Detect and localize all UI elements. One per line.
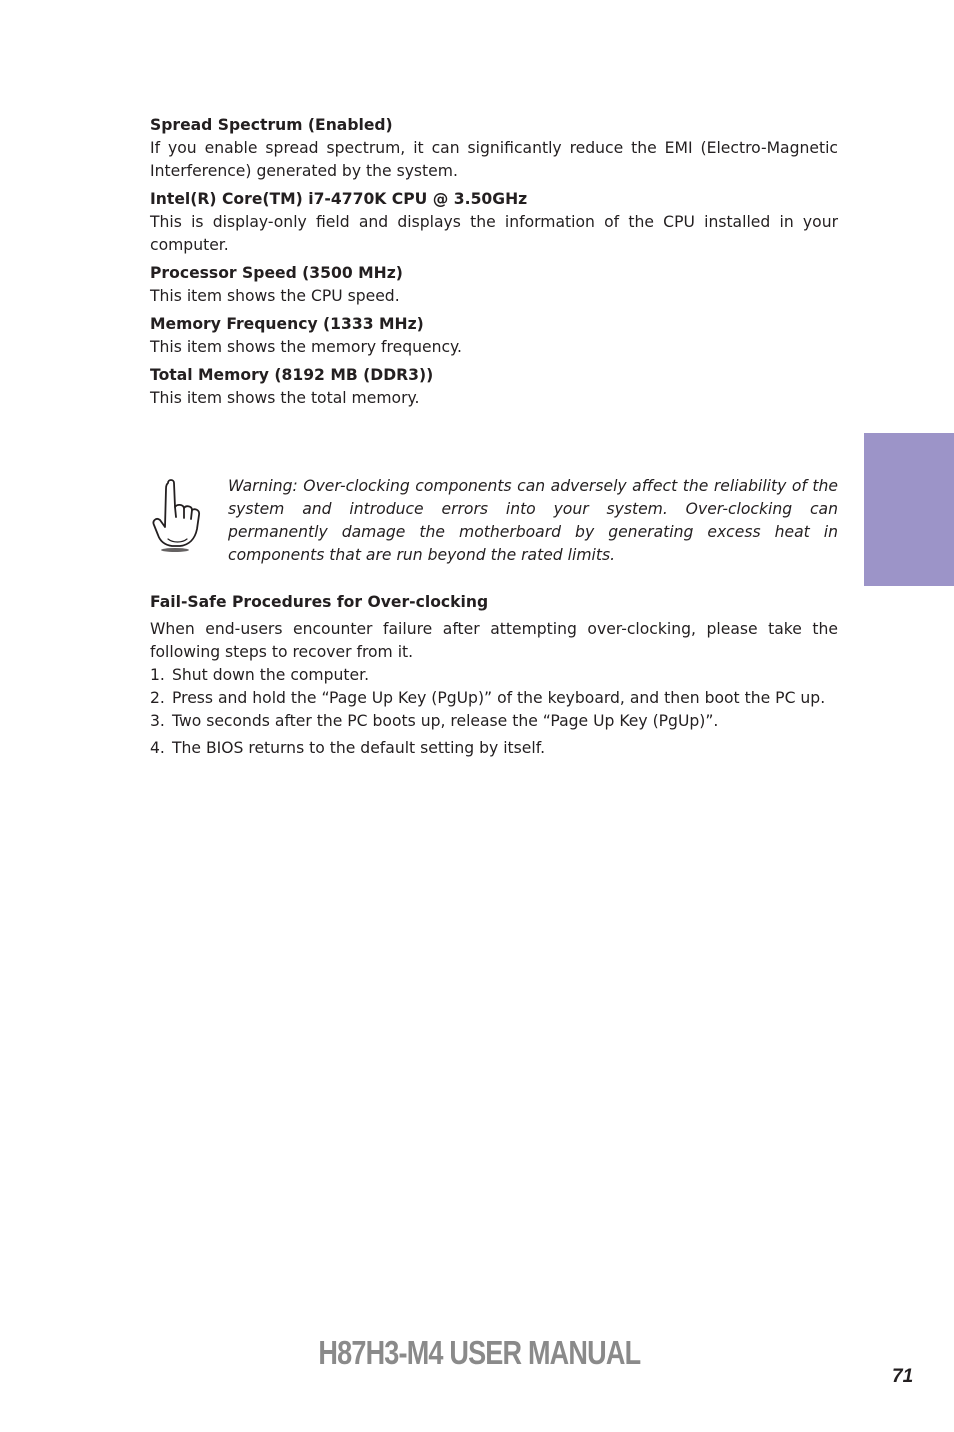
item-description: If you enable spread spectrum, it can significantly reduce the EMI (Electro-Magnetic Interference) generated by the system. (150, 139, 838, 180)
item-title: Total Memory (8192 MB (DDR3)) (150, 366, 434, 384)
item-description: This is display-only field and displays the information of the CPU installed in your computer. (150, 213, 838, 254)
step-text: Shut down the computer. (172, 666, 370, 684)
manual-title: H87H3-M4 USER MANUAL (318, 1334, 641, 1371)
list-item (150, 710, 838, 733)
step-number: 3. (150, 712, 165, 730)
bios-item (150, 114, 838, 183)
list-item (150, 737, 838, 760)
bios-item (150, 262, 838, 308)
list-item (150, 664, 838, 687)
pointing-hand-icon (146, 477, 206, 553)
step-text: Two seconds after the PC boots up, release the “Page Up Key (PgUp)”. (172, 712, 719, 730)
item-title: Spread Spectrum (Enabled) (150, 116, 393, 134)
bios-item (150, 364, 838, 410)
item-title: Intel(R) Core(TM) i7-4770K CPU @ 3.50GHz (150, 190, 528, 208)
bios-item-list (150, 114, 838, 415)
step-text: The BIOS returns to the default setting by itself. (172, 739, 546, 757)
step-number: 4. (150, 739, 165, 757)
warning-note (150, 475, 838, 567)
item-description: This item shows the memory frequency. (150, 338, 462, 356)
warning-text: Warning: Over-clocking components can adversely affect the reliability of the system and introduce errors into your system. Over-clocking can permanently damage the motherboard by generating excess heat in components that are run beyond the rated limits. (228, 477, 838, 564)
failsafe-section (150, 591, 838, 760)
section-heading: Fail-Safe Procedures for Over-clocking (150, 593, 489, 611)
step-number: 2. (150, 689, 165, 707)
list-item (150, 687, 838, 710)
item-description: This item shows the total memory. (150, 389, 420, 407)
section-intro: When end-users encounter failure after attempting over-clocking, please take the following steps to recover from it. (150, 620, 838, 661)
bios-item (150, 188, 838, 257)
page-number: 71 (892, 1366, 914, 1387)
bios-item (150, 313, 838, 359)
step-number: 1. (150, 666, 165, 684)
item-description: This item shows the CPU speed. (150, 287, 400, 305)
item-title: Processor Speed (3500 MHz) (150, 264, 403, 282)
chapter-side-tab (864, 433, 954, 586)
item-title: Memory Frequency (1333 MHz) (150, 315, 424, 333)
steps-list (150, 664, 838, 760)
step-text: Press and hold the “Page Up Key (PgUp)” of the keyboard, and then boot the PC up. (172, 689, 826, 707)
